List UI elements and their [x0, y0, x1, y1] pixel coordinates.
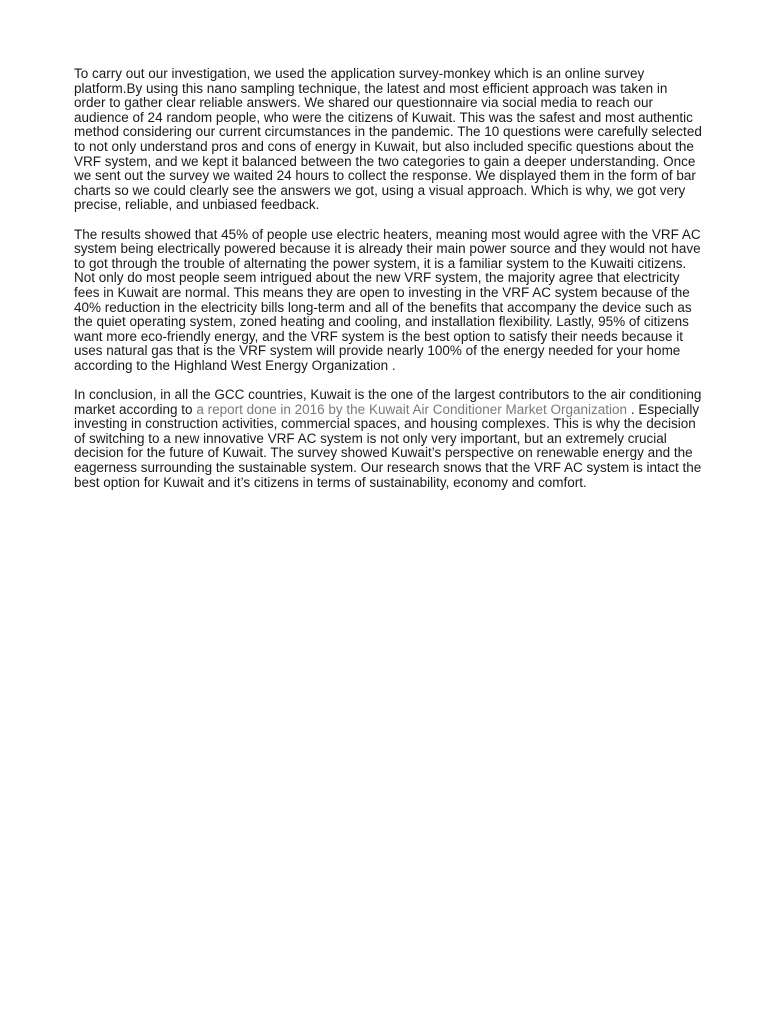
- paragraph-conclusion: [74, 388, 702, 490]
- conclusion-text-start: In conclusion, in all the GCC countries, Kuwait is the one of the largest contributors to the air conditioning market according to: [74, 387, 702, 417]
- report-link[interactable]: a report done in 2016 by the Kuwait Air Conditioner Market Organization: [196, 401, 628, 417]
- conclusion-text-end: . Especially investing in construction activities, commercial spaces, and housing complexes. This is why the decision of switching to a new innovative VRF AC system is not only very important, but an extremely crucial decision for the future of Kuwait. The survey showed Kuwait’s perspective on renewable energy and the eagerness surrounding the sustainable system. Our research snows that the VRF AC system is intact the best option for Kuwait and it’s citizens in terms of sustainability, economy and comfort.: [74, 401, 702, 490]
- paragraph-results: The results showed that 45% of people use electric heaters, meaning most would agree with the VRF AC system being electrically powered because it is already their main power source and they would not have to got through the trouble of alternating the power system, it is a familiar system to the Kuwaiti citizens. Not only do most people seem intrigued about the new VRF system, the majority agree that electricity fees in Kuwait are normal. This means they are open to investing in the VRF AC system because of the 40% reduction in the electricity bills long-term and all of the benefits that accompany the device such as the quiet operating system, zoned heating and cooling, and installation flexibility. Lastly, 95% of citizens want more eco-friendly energy, and the VRF system is the best option to satisfy their needs because it uses natural gas that is the VRF system will provide nearly 100% of the energy needed for your home according to the Highland West Energy Organization .: [74, 226, 701, 373]
- paragraph-methodology: To carry out our investigation, we used the application survey-monkey which is an online survey platform.By using this nano sampling technique, the latest and most efficient approach was taken in order to gather clear reliable answers. We shared our questionnaire via social media to reach our audience of 24 random people, who were the citizens of Kuwait. This was the safest and most authentic method considering our current circumstances in the pandemic. The 10 questions were carefully selected to not only understand pros and cons of energy in Kuwait, but also included specific questions about the VRF system, and we kept it balanced between the two categories to gain a deeper understanding. Once we sent out the survey we waited 24 hours to collect the response. We displayed them in the form of bar charts so we could clearly see the answers we got, using a visual approach. Which is why, we got very precise, reliable, and unbiased feedback.: [74, 66, 702, 213]
- document-page: [74, 67, 702, 505]
